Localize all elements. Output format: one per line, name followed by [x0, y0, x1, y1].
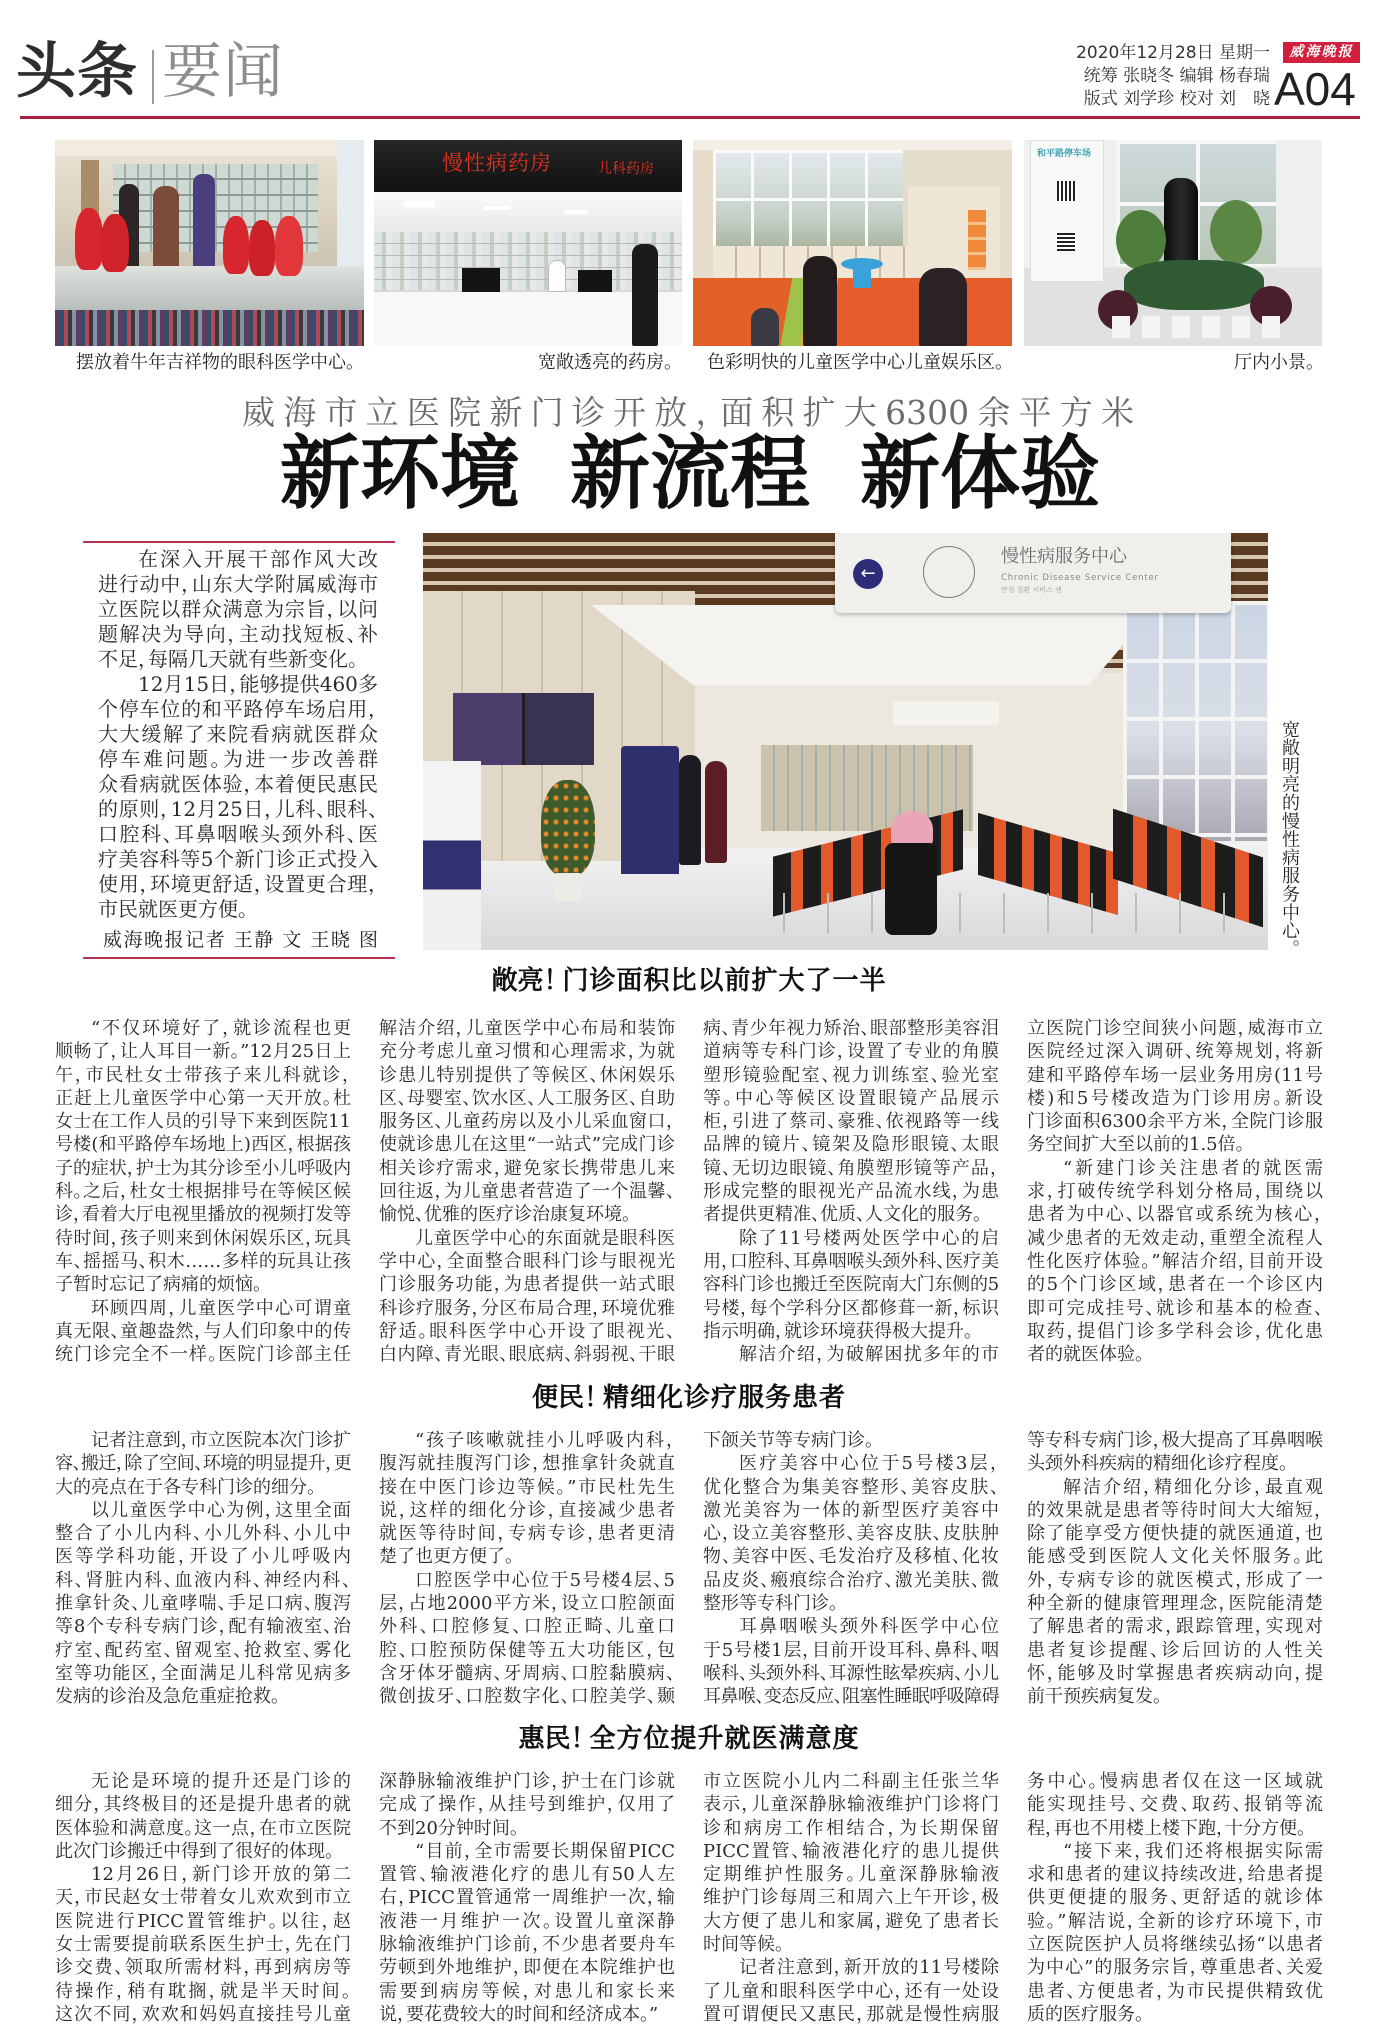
- text-line: “目前，全市需要长期保留PICC: [415, 1840, 675, 1862]
- paragraph: [379, 1429, 675, 1569]
- text-line: 12月26日，新门诊开放的第二: [91, 1864, 351, 1886]
- paragraph: [379, 1017, 675, 1227]
- article-column: [1027, 1429, 1323, 1709]
- text-line: 层，占地2000平方米，设立口腔颌面: [379, 1593, 675, 1615]
- issue-date: 2020年12月28日 星期一: [1076, 43, 1270, 63]
- text-line: 心，设立美容整形、美容皮肤、皮肤肿: [703, 1523, 999, 1545]
- text-line: 相关诊疗需求，避免家长携带患儿来: [379, 1157, 675, 1179]
- section-heading-title: 全方位提升就医满意度: [589, 1724, 860, 1754]
- paragraph: [703, 1017, 999, 1227]
- text-line: 不到20分钟时间。: [379, 1817, 519, 1839]
- text-line: 务空间扩大至以前的1.5倍。: [1027, 1134, 1245, 1156]
- paragraph: [98, 672, 378, 922]
- text-line: 个停车位的和平路停车场启用，: [98, 697, 378, 721]
- text-line: 以儿童医学中心为例，这里全面: [91, 1499, 351, 1521]
- text-line: “接下来，我们还将根据实际需: [1063, 1840, 1323, 1862]
- text-line: 微创拔牙、口腔数字化、口腔美学、颞: [379, 1686, 675, 1708]
- text-line: 记者注意到，新开放的11号楼除: [739, 1957, 999, 1979]
- text-line: 待操作，稍有耽搁，就是半天时间。: [55, 1980, 351, 2002]
- text-line: 题解决为导向，主动找短板、补: [98, 622, 378, 646]
- text-line: 为中心”的服务宗旨，尊重患者、关爱: [1027, 1957, 1323, 1979]
- text-line: 容科门诊也搬迁至医院南大门东侧的5: [703, 1274, 999, 1296]
- text-line: 整合了小儿内科、小儿外科、小儿中: [55, 1523, 351, 1545]
- text-line: 患者复诊提醒、诊后回访的人性关: [1027, 1639, 1323, 1661]
- text-line: 发病的诊治及急危重症抢救。: [55, 1686, 280, 1708]
- paragraph: [1027, 1157, 1323, 1367]
- text-line: 医等学科功能，开设了小儿呼吸内: [55, 1546, 351, 1568]
- text-line: 容、搬迁，除了空间、环境的明显提升，更: [55, 1453, 351, 1475]
- text-line: 天，市民赵女士带着女儿欢欢到市立: [55, 1887, 351, 1909]
- text-line: 诊和病房工作相结合，为长期保留: [703, 1817, 999, 1839]
- text-line: 激光美容为一体的新型医疗美容中: [703, 1499, 999, 1521]
- qr-code-icon: [1057, 233, 1075, 251]
- tv-screens: [453, 693, 594, 765]
- article-column: [1027, 1770, 1323, 2026]
- photo-eye-center: [55, 140, 364, 346]
- paragraph: [1027, 1017, 1323, 1157]
- photo-kids-play-area: [693, 140, 1012, 346]
- text-line: 了儿童和眼科医学中心，还有一处设: [703, 1980, 999, 2002]
- article-column: [55, 1770, 351, 2026]
- text-line: 使用，环境更舒适，设置更合理，: [98, 872, 378, 896]
- text-line: 儿童医学中心的东面就是眼科医: [415, 1227, 675, 1249]
- paragraph: [1027, 1770, 1323, 1840]
- section-heading-prefix: 敞亮！: [491, 966, 557, 996]
- text-line: 患者、方便患者，为市民提供精致优: [1027, 1980, 1323, 2002]
- headline-kicker: 威海市立医院新门诊开放，面积扩大6300余平方米: [242, 393, 1134, 432]
- text-line: 形成完整的眼视光产品流水线，为患: [703, 1181, 999, 1203]
- ceiling: [693, 140, 1012, 150]
- text-line: 立医院门诊空间狭小问题，威海市立: [1027, 1018, 1323, 1039]
- kids-table-leg: [853, 268, 871, 288]
- text-line: 下颌关节等专病门诊。: [703, 1430, 874, 1451]
- text-line: 门诊面积6300余平方米，全院门诊服: [1027, 1111, 1323, 1133]
- headline-word: 新环境: [280, 426, 520, 520]
- paragraph: [703, 1770, 999, 1956]
- text-line: 镜、无切边眼镜、角膜塑形镜等产品，: [703, 1157, 999, 1179]
- text-line: 前干预疾病复发。: [1027, 1686, 1162, 1708]
- ox-mascot-icon: [75, 208, 103, 270]
- ceiling-light: [564, 210, 588, 214]
- text-line: 定期维护性服务。儿童深静脉输液: [703, 1864, 999, 1886]
- text-line: 学中心，全面整合眼科门诊与眼视光: [379, 1250, 675, 1272]
- text-line: 众看病就医体验，本着便民惠民: [98, 772, 378, 796]
- article-column: [703, 1017, 999, 1366]
- intro-top-rule: [83, 541, 395, 543]
- section-label-primary: 头条: [16, 37, 138, 107]
- paragraph: [379, 1569, 675, 1709]
- text-line: 柜，引进了蔡司、豪雅、依视路等一线: [703, 1111, 999, 1133]
- text-line: 怀，能够及时掌握患者疾病动向，提: [1027, 1662, 1323, 1684]
- text-line: 性化医疗体验。”解洁介绍，目前开设: [1027, 1250, 1323, 1272]
- text-line: 完成了操作，从挂号到维护，仅用了: [379, 1794, 675, 1816]
- paragraph: [703, 1429, 999, 1452]
- parent-figure: [803, 256, 837, 346]
- pharmacist-figure: [548, 260, 566, 292]
- text-line: 待时间，孩子则来到休闲娱乐区，玩具: [55, 1227, 351, 1249]
- text-line: “新建门诊关注患者的就医需: [1063, 1157, 1323, 1179]
- text-line: 于5号楼1层，目前开设耳科、鼻科、咽: [703, 1639, 999, 1661]
- qr-code-icon: [1057, 181, 1077, 201]
- text-line: 接在中医门诊边等候。”市民杜先生: [379, 1476, 675, 1498]
- text-line: 外，专病专诊的就医模式，形成了一: [1027, 1569, 1323, 1591]
- paragraph: [1027, 1429, 1323, 1476]
- text-line: 种全新的健康管理理念，医院能清楚: [1027, 1593, 1323, 1615]
- text-line: 科。之后，杜女士根据排号在等候区候: [55, 1181, 351, 1203]
- paragraph: [379, 1840, 675, 2026]
- self-service-kiosk: [423, 761, 481, 950]
- led-sign-pediatric-pharmacy: 儿科药房: [598, 161, 654, 177]
- text-line: 能实现挂号、交费、取药、报销等流: [1027, 1794, 1323, 1816]
- section-label-secondary: 要闻: [162, 37, 284, 107]
- plant-pots: [1112, 316, 1282, 338]
- text-line: 者提供更精准、优质、人文化的服务。: [703, 1204, 982, 1226]
- paragraph: [1027, 1840, 1323, 2026]
- text-line: 取药，提倡门诊多学科会诊，优化患: [1027, 1320, 1323, 1342]
- byline: 威海晚报记者 王静 文 王晓 图: [103, 929, 378, 951]
- text-line: 能感受到医院人文化关怀服务。此: [1027, 1546, 1323, 1568]
- text-line: 记者注意到，市立医院本次门诊扩: [91, 1430, 351, 1451]
- text-line: 立医院以群众满意为宗旨，以问: [98, 597, 378, 621]
- text-line: 了解患者的需求，跟踪管理，实现对: [1027, 1616, 1323, 1638]
- parent-figure: [919, 268, 967, 346]
- plant-pot: [554, 873, 582, 901]
- text-line: 医体验和满意度。这一点，在市立医院: [55, 1817, 351, 1839]
- people-service-icon: [923, 546, 975, 598]
- text-line: 大的亮点在于各专科门诊的细分。: [55, 1476, 316, 1498]
- text-line: 门诊服务功能，为患者提供一站式眼: [379, 1274, 675, 1296]
- text-line: 程，再也不用楼上楼下跑，十分方便。: [1027, 1817, 1306, 1839]
- text-line: 此次门诊搬迁中得到了很好的体现。: [55, 1840, 334, 1862]
- text-line: 指示明确，就诊环境获得极大提升。: [703, 1320, 973, 1342]
- paragraph: [703, 1452, 999, 1615]
- text-line: 大大缓解了来院看病就医群众: [98, 722, 378, 746]
- section-label-divider: [152, 50, 154, 104]
- ceiling-light: [404, 202, 434, 207]
- text-line: 顺畅了，让人耳目一新。”12月25日上: [55, 1041, 351, 1063]
- text-line: 环顾四周，儿童医学中心可谓童: [91, 1297, 351, 1319]
- text-line: 就医等待时间，专病专诊，患者更清: [379, 1523, 675, 1545]
- text-line: 的原则，12月25日，儿科、眼科、: [98, 797, 378, 821]
- standing-person: [705, 761, 727, 863]
- text-line: 解洁介绍，精细化分诊，最直观: [1063, 1476, 1323, 1498]
- text-line: 置管、输液港化疗的患儿有50人左: [379, 1864, 675, 1886]
- text-line: 号楼(和平路停车场地上)西区，根据孩: [55, 1134, 351, 1156]
- photo-hall-corner: [1024, 140, 1322, 346]
- glass-counter: [55, 266, 364, 310]
- text-line: 12月15日，能够提供460多: [138, 672, 378, 696]
- lead-photo-chronic-disease-center: [423, 533, 1268, 950]
- text-line: 维护门诊每周三和周六上午开诊，极: [703, 1887, 999, 1909]
- text-line: 科诊疗服务，分区布局合理，环境优雅: [379, 1297, 675, 1319]
- arrow-left-icon: ←: [853, 559, 883, 589]
- eyewear-display: [55, 310, 364, 346]
- text-line: 口腔医学中心位于5号楼4层、5: [415, 1569, 675, 1591]
- paragraph: [1027, 1476, 1323, 1709]
- text-line: 市立医院小儿内二科副主任张兰华: [703, 1771, 999, 1792]
- seated-person: [885, 843, 937, 935]
- text-line: 的效果就是患者等待时间大大缩短，: [1027, 1499, 1323, 1521]
- text-line: 表示，儿童深静脉输液维护门诊将门: [703, 1794, 999, 1816]
- paragraph: [703, 1956, 999, 2026]
- text-line: 女士需要提前联系医生护士，先在门: [55, 1934, 351, 1956]
- photo-pharmacy: [374, 140, 682, 346]
- text-line: 解洁介绍，为破解困扰多年的市: [739, 1344, 999, 1366]
- text-line: 建和平路停车场一层业务用房(11号: [1027, 1064, 1323, 1086]
- text-line: 道病等专科门诊，设置了专业的角膜: [703, 1041, 999, 1063]
- monitor: [462, 268, 500, 292]
- intro-bottom-rule: [83, 957, 395, 959]
- section-heading-title: 门诊面积比以前扩大了一半: [562, 966, 887, 996]
- text-line: 需要到病房等候，对患儿和家长来: [379, 1980, 675, 2002]
- sign-english: Chronic Disease Service Center: [1001, 573, 1159, 583]
- text-line: 进行动中，山东大学附属威海市: [98, 572, 378, 596]
- text-line: 脉输液维护门诊前，不少患者要舟车: [379, 1934, 675, 1956]
- text-line: 说，这样的细化分诊，直接减少患者: [379, 1499, 675, 1521]
- text-line: 室等功能区，全面满足儿科常见病多: [55, 1662, 351, 1684]
- ox-mascot-icon: [101, 214, 129, 272]
- ceiling: [374, 192, 682, 232]
- text-line: 子的症状，护士为其分诊至小儿呼吸内: [55, 1157, 351, 1179]
- article-column: [55, 1429, 351, 1709]
- intro-text: [98, 547, 378, 922]
- text-line: 医疗美容中心位于5号楼3层，: [739, 1453, 999, 1475]
- ceiling-light: [484, 206, 510, 210]
- text-line: 者的就医体验。: [1027, 1344, 1144, 1366]
- text-line: 外科、口腔修复、口腔正畸、儿童口: [379, 1616, 675, 1638]
- text-line: PICC置管、输液港化疗的患儿提供: [703, 1840, 999, 1862]
- section-heading-prefix: 便民！: [531, 1383, 597, 1413]
- text-line: 整形等专科门诊。: [703, 1593, 838, 1615]
- text-line: 口腔科、耳鼻咽喉头颈外科、医: [98, 822, 378, 846]
- text-line: “孩子咳嗽就挂小儿呼吸内科，: [415, 1430, 675, 1451]
- credits-layout-proofreading: 版式 刘学珍 校对 刘 晓: [1083, 89, 1270, 109]
- text-line: 置可谓便民又惠民，那就是慢性病服: [703, 2003, 999, 2025]
- window: [337, 140, 364, 270]
- text-line: 立医院医护人员将继续弘扬“以患者: [1027, 1934, 1323, 1956]
- text-line: 用，口腔科、耳鼻咽喉头颈外科、医疗美: [703, 1250, 999, 1272]
- back-sign: [893, 701, 999, 725]
- text-line: 无论是环境的提升还是门诊的: [91, 1771, 351, 1792]
- monitor: [578, 270, 612, 292]
- right-windows: [1123, 601, 1268, 841]
- text-line: 细分，其终极目的还是提升患者的就: [55, 1794, 351, 1816]
- text-line: 腔、口腔预防保健等五大功能区，包: [379, 1639, 675, 1661]
- text-line: 市民就医更方便。: [98, 897, 248, 921]
- headline-title: [280, 428, 1100, 518]
- chair-legs: [783, 893, 1263, 933]
- lead-photo-caption: 宽敞明亮的慢性病服务中心。: [1279, 720, 1300, 958]
- text-line: 说，要花费较大的时间和经济成本。”: [379, 2003, 659, 2025]
- text-line: 区、母婴室、饮水区、人工服务区、自助: [379, 1087, 675, 1109]
- text-line: 统门诊完全不一样。医院门诊部主任: [55, 1344, 351, 1366]
- text-line: 充分考虑儿童习惯和心理需求，为就: [379, 1041, 675, 1063]
- section-heading-title: 精细化诊疗服务患者: [603, 1383, 847, 1413]
- text-line: 真无限、童趣盎然，与人们印象中的传: [55, 1320, 351, 1342]
- paragraph: [55, 1297, 351, 1367]
- text-line: 患者为中心、以器官或系统为核心，: [1027, 1204, 1323, 1226]
- cabinet-cubby: [968, 210, 986, 270]
- text-line: 的5个门诊区域，患者在一个诊区内: [1027, 1274, 1323, 1296]
- hanging-sign: [835, 533, 1231, 613]
- paragraph: [703, 1227, 999, 1343]
- text-line: 除了能享受方便快捷的就医通道，也: [1027, 1523, 1323, 1545]
- text-line: 劳顿到外地维护，即便在本院维护也: [379, 1957, 675, 1979]
- payment-kiosk: [621, 746, 679, 874]
- text-line: 子暂时忘记了病痛的烦恼。: [55, 1274, 262, 1296]
- seated-person: [891, 811, 933, 847]
- sign-korean: 만성 질환 서비스 센: [1001, 586, 1062, 594]
- text-line: 求和患者的建议持续改进，给患者提: [1027, 1864, 1323, 1886]
- text-line: 耳鼻喉、变态反应、阻塞性睡眠呼吸障碍: [703, 1686, 999, 1708]
- article-column: [379, 1770, 675, 2026]
- paragraph: [55, 1429, 351, 1499]
- text-line: 喉科、头颈外科、耳源性眩晕疾病、小儿: [703, 1662, 999, 1684]
- text-line: 午，市民杜女士带孩子来儿科就诊，: [55, 1064, 351, 1086]
- text-line: 这次不同，欢欢和妈妈直接挂号儿童: [55, 2003, 351, 2025]
- text-line: 即可完成挂号、就诊和基本的检查、: [1027, 1297, 1323, 1319]
- text-line: 供更便捷的服务、更舒适的就诊体: [1027, 1887, 1323, 1909]
- paragraph: [379, 1770, 675, 1840]
- header-rule: [20, 116, 1360, 119]
- ox-mascot-icon: [249, 220, 275, 276]
- text-line: 诊患儿特别提供了等候区、休闲娱乐: [379, 1064, 675, 1086]
- text-line: “不仅环境好了，就诊流程也更: [91, 1018, 351, 1039]
- windows: [713, 150, 903, 248]
- text-line: 诊交费、领取所需材料，再到病房等: [55, 1957, 351, 1979]
- sign-title: 慢性病服务中心: [1001, 546, 1127, 567]
- text-line: 务中心。慢病患者仅在这一区域就: [1027, 1771, 1323, 1792]
- text-line: 推拿针灸、儿童哮喘、手足口病、腹泻: [55, 1593, 351, 1615]
- text-line: 楼)和5号楼改造为门诊用房。新设: [1027, 1087, 1323, 1109]
- section-heading-prefix: 惠民！: [518, 1724, 584, 1754]
- paragraph: [703, 1615, 999, 1708]
- text-line: 服务区、儿童药房以及小儿采血窗口，: [379, 1111, 675, 1133]
- text-line: 品牌的镜片、镜架及隐形眼镜、太眼: [703, 1134, 999, 1156]
- article-column: [703, 1429, 999, 1709]
- parking-poster: [1030, 140, 1104, 282]
- text-line: 楚了也更方便了。: [379, 1546, 514, 1568]
- photo-caption: 宽敞透亮的药房。: [538, 352, 673, 373]
- text-line: 头颈外科疾病的精细化诊疗程度。: [1027, 1453, 1288, 1475]
- paragraph: [55, 1499, 351, 1709]
- text-line: 疗美容科等5个新门诊正式投入: [98, 847, 378, 871]
- text-line: 疗室、配药室、留观室、抢救室、雾化: [55, 1639, 351, 1661]
- text-line: 号楼，每个学科分区都修葺一新，标识: [703, 1297, 999, 1319]
- text-line: 质的医疗服务。: [1027, 2003, 1144, 2025]
- led-sign-band: [374, 140, 682, 192]
- text-line: 不足，每隔几天就有些新变化。: [98, 647, 358, 671]
- text-line: 正赶上儿童医学中心第一天开放。杜: [55, 1087, 351, 1109]
- text-line: 等。中心等候区设置眼镜产品展示: [703, 1087, 999, 1109]
- text-line: 除了11号楼两处医学中心的启: [739, 1227, 999, 1249]
- text-line: 等专科专病门诊，极大提高了耳鼻咽喉: [1027, 1430, 1323, 1451]
- text-line: 腹泻就挂腹泻门诊，想推拿针灸就直: [379, 1453, 675, 1475]
- text-line: 愉悦、优雅的医疗诊治康复环境。: [379, 1204, 631, 1226]
- headline-word: 新流程: [570, 426, 810, 520]
- paragraph: [379, 1227, 675, 1367]
- text-line: 含牙体牙髓病、牙周病、口腔黏膜病、: [379, 1662, 675, 1684]
- section-heading: [55, 966, 1323, 996]
- issue-meta: [1000, 42, 1270, 111]
- text-line: 医院进行PICC置管维护。以往，赵: [55, 1910, 351, 1932]
- text-line: 白内障、青光眼、眼底病、斜弱视、干眼: [379, 1344, 675, 1366]
- text-line: 求，打破传统学科划分格局，围绕以: [1027, 1181, 1323, 1203]
- article-column: [379, 1429, 675, 1709]
- page-number: A04: [1274, 63, 1356, 115]
- child-figure: [751, 308, 779, 346]
- plant: [1210, 200, 1262, 264]
- paragraph: [55, 1863, 351, 2026]
- text-line: 深静脉输液维护门诊，护士在门诊就: [379, 1771, 675, 1792]
- text-line: 时间等候。: [703, 1934, 784, 1956]
- paragraph: [55, 1770, 351, 1863]
- ox-mascot-icon: [223, 216, 249, 274]
- text-line: 科、肾脏内科、血液内科、神经内科、: [55, 1569, 351, 1591]
- photo-caption: 色彩明快的儿童医学中心儿童娱乐区。: [707, 352, 1004, 373]
- text-line: 病、青少年视力矫治、眼部整形美容泪: [703, 1018, 999, 1039]
- text-line: 塑形镜验配室、视力训练室、验光室: [703, 1064, 999, 1086]
- paragraph: [703, 1343, 999, 1366]
- text-line: 品皮炎、瘢痕综合治疗、激光美肤、微: [703, 1569, 999, 1591]
- text-line: 女士在工作人员的引导下来到医院11: [55, 1111, 351, 1133]
- masthead-logo: 威海晚报: [1283, 42, 1360, 63]
- ceiling: [55, 140, 364, 156]
- paragraph: [98, 547, 378, 672]
- photo-caption: 厅内小景。: [1234, 352, 1315, 373]
- text-line: 优化整合为集美容整形、美容皮肤、: [703, 1476, 999, 1498]
- poster-title: 和平路停车场: [1037, 149, 1092, 159]
- text-line: 减少患者的无效走动，重塑全流程人: [1027, 1227, 1323, 1249]
- paragraph: [55, 1017, 351, 1297]
- article-column: [55, 1017, 351, 1366]
- headline-word: 新体验: [860, 426, 1100, 520]
- text-line: 解洁介绍，儿童医学中心布局和装饰: [379, 1018, 675, 1039]
- plant: [1124, 260, 1264, 310]
- text-line: 诊，看着大厅电视里播放的视频打发等: [55, 1204, 351, 1226]
- potted-plant: [541, 780, 595, 876]
- ox-mascot-icon: [275, 216, 303, 276]
- text-line: 医院经过深入调研、统筹规划，将新: [1027, 1041, 1323, 1063]
- text-line: 在深入开展干部作风大改: [138, 547, 378, 571]
- text-line: 使就诊患儿在这里“一站式”完成门诊: [379, 1134, 675, 1156]
- photo-caption: 摆放着牛年吉祥物的眼科医学中心。: [76, 352, 355, 373]
- text-line: 舒适。眼科医学中心开设了眼视光、: [379, 1320, 675, 1342]
- text-line: 回往返，为儿童患者营造了一个温馨、: [379, 1181, 675, 1203]
- text-line: 耳鼻咽喉头颈外科医学中心位: [739, 1616, 999, 1638]
- section-heading: [55, 1724, 1323, 1754]
- text-line: 右，PICC置管通常一周维护一次，输: [379, 1887, 675, 1909]
- customer-figure: [632, 244, 658, 346]
- text-line: 车、摇摇马、积木……多样的玩具让孩: [55, 1250, 351, 1272]
- standing-person: [679, 755, 701, 865]
- article-column: [703, 1770, 999, 2026]
- staff-figure: [193, 174, 215, 280]
- text-line: 等8个专科专病门诊，配有输液室、治: [55, 1616, 351, 1638]
- led-sign-chronic-pharmacy: 慢性病药房: [442, 151, 552, 175]
- text-line: 大方便了患儿和家属，避免了患者长: [703, 1910, 999, 1932]
- section-heading: [55, 1383, 1323, 1413]
- text-line: 液港一月维护一次。设置儿童深静: [379, 1910, 675, 1932]
- text-line: 验。”解洁说，全新的诊疗环境下，市: [1027, 1910, 1323, 1932]
- text-line: 停车难问题。为进一步改善群: [98, 747, 378, 771]
- credits-planning-editing: 统筹 张晓冬 编辑 杨春瑞: [1083, 66, 1270, 86]
- article-column: [1027, 1017, 1323, 1366]
- text-line: 物、美容中医、毛发治疗及移植、化妆: [703, 1546, 999, 1568]
- article-column: [379, 1017, 675, 1366]
